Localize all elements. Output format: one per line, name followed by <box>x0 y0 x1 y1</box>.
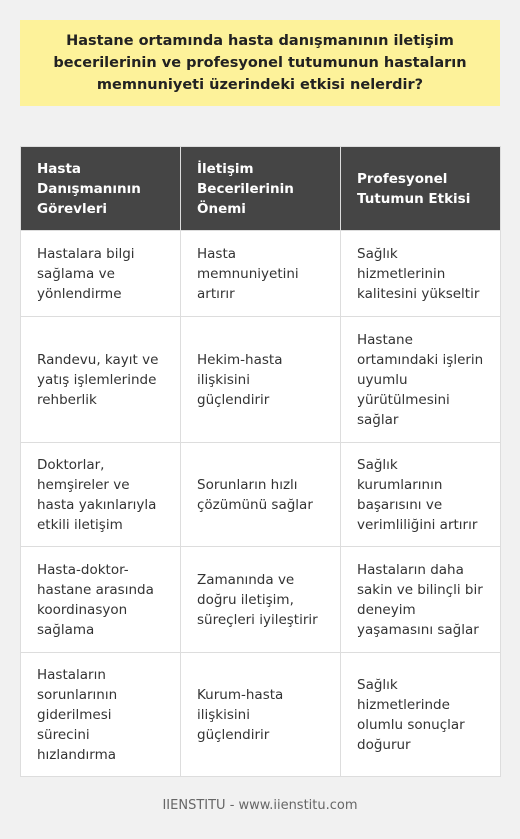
info-table <box>20 146 501 777</box>
page-title: Hastane ortamında hasta danışmanının iletişim becerilerinin ve profesyonel tutumunun hastaların memnuniyeti üzerindeki etkisi nelerdir? <box>53 33 467 93</box>
table-cell: Hasta-doktor-hastane arasında koordinasyon sağlama <box>21 547 181 653</box>
table-cell: Sorunların hızlı çözümünü sağlar <box>181 443 341 547</box>
title-banner <box>20 20 500 106</box>
table-row <box>21 317 501 443</box>
table-row <box>21 443 501 547</box>
table-cell: Sağlık kurumlarının başarısını ve verimliliğini artırır <box>341 443 501 547</box>
table-cell: Hastalara bilgi sağlama ve yönlendirme <box>21 231 181 317</box>
table-cell: Hastaların daha sakin ve bilinçli bir deneyim yaşamasını sağlar <box>341 547 501 653</box>
table-cell: Hastaların sorunlarının giderilmesi sürecini hızlandırma <box>21 653 181 777</box>
table-cell: Hastane ortamındaki işlerin uyumlu yürütülmesini sağlar <box>341 317 501 443</box>
column-header-professional-attitude: Profesyonel Tutumun Etkisi <box>341 147 501 231</box>
table-cell: Hekim-hasta ilişkisini güçlendirir <box>181 317 341 443</box>
table-header-row <box>21 147 501 231</box>
table-row <box>21 547 501 653</box>
table-row <box>21 231 501 317</box>
table-cell: Sağlık hizmetlerinin kalitesini yükseltir <box>341 231 501 317</box>
table-cell: Hasta memnuniyetini artırır <box>181 231 341 317</box>
table-cell: Doktorlar, hemşireler ve hasta yakınlarıyla etkili iletişim <box>21 443 181 547</box>
table-cell: Randevu, kayıt ve yatış işlemlerinde rehberlik <box>21 317 181 443</box>
table-row <box>21 653 501 777</box>
table-cell: Zamanında ve doğru iletişim, süreçleri iyileştirir <box>181 547 341 653</box>
column-header-duties: Hasta Danışmanının Görevleri <box>21 147 181 231</box>
table-cell: Kurum-hasta ilişkisini güçlendirir <box>181 653 341 777</box>
footer-credit: IIENSTITU - www.iienstitu.com <box>162 798 358 813</box>
table-cell: Sağlık hizmetlerinde olumlu sonuçlar doğurur <box>341 653 501 777</box>
column-header-communication: İletişim Becerilerinin Önemi <box>181 147 341 231</box>
